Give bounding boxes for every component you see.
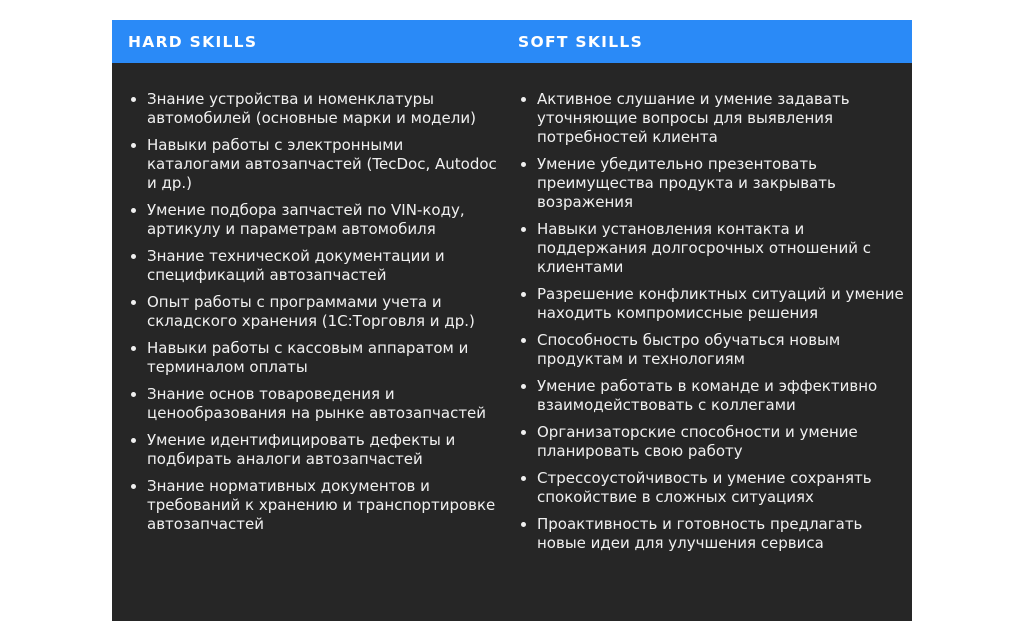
hard-skill-item [128,201,500,239]
hard-skill-item-text: Умение подбора запчастей по VIN-коду, артикулу и параметрам автомобиля [147,201,465,238]
hard-skill-item [128,477,500,534]
bullet-icon [131,254,136,259]
bullet-icon [131,300,136,305]
bullet-icon [521,338,526,343]
soft-skill-item-text: Разрешение конфликтных ситуаций и умение находить компромиссные решения [537,285,904,322]
hard-skill-item-text: Навыки работы с кассовым аппаратом и терминалом оплаты [147,339,469,376]
hard-skill-item-text: Знание устройства и номенклатуры автомобилей (основные марки и модели) [147,90,476,127]
skills-table [112,20,912,621]
bullet-icon [521,384,526,389]
soft-skill-item [518,220,906,277]
bullet-icon [131,438,136,443]
soft-skill-item [518,423,906,461]
soft-skill-item-text: Проактивность и готовность предлагать новые идеи для улучшения сервиса [537,515,863,552]
soft-skills-heading: SOFT SKILLS [518,33,644,51]
soft-skill-item [518,469,906,507]
hard-skill-item [128,247,500,285]
hard-skill-item-text: Опыт работы с программами учета и складского хранения (1С:Торговля и др.) [147,293,475,330]
bullet-icon [521,292,526,297]
hard-skill-item-text: Умение идентифицировать дефекты и подбирать аналоги автозапчастей [147,431,456,468]
bullet-icon [521,522,526,527]
bullet-icon [131,346,136,351]
table-header [112,20,912,63]
soft-skill-item [518,90,906,147]
hard-skill-item-text: Навыки работы с электронными каталогами автозапчастей (TecDoc, Autodoc и др.) [147,136,497,192]
hard-skills-heading: HARD SKILLS [128,33,258,51]
hard-skill-item-text: Знание основ товароведения и ценообразования на рынке автозапчастей [147,385,487,422]
bullet-icon [131,143,136,148]
soft-skill-item-text: Способность быстро обучаться новым продуктам и технологиям [537,331,841,368]
hard-skill-item-text: Знание нормативных документов и требований к хранению и транспортировке автозапчастей [147,477,496,533]
soft-skill-item [518,515,906,553]
bullet-icon [131,208,136,213]
bullet-icon [521,430,526,435]
hard-skill-item [128,339,500,377]
soft-skill-item-text: Навыки установления контакта и поддержания долгосрочных отношений с клиентами [537,220,871,276]
soft-skill-item-text: Активное слушание и умение задавать уточняющие вопросы для выявления потребностей клиента [537,90,850,146]
soft-skill-item-text: Умение убедительно презентовать преимущества продукта и закрывать возражения [537,155,836,211]
hard-skill-item [128,431,500,469]
hard-skill-item [128,385,500,423]
bullet-icon [131,97,136,102]
bullet-icon [521,162,526,167]
hard-skill-item [128,293,500,331]
soft-skill-item-text: Организаторские способности и умение планировать свою работу [537,423,858,460]
hard-skill-item-text: Знание технической документации и спецификаций автозапчастей [147,247,445,284]
soft-skill-item [518,285,906,323]
soft-skill-item [518,155,906,212]
bullet-icon [131,484,136,489]
bullet-icon [131,392,136,397]
bullet-icon [521,476,526,481]
hard-skill-item [128,136,500,193]
soft-skill-item-text: Стрессоустойчивость и умение сохранять спокойствие в сложных ситуациях [537,469,872,506]
soft-skill-item [518,377,906,415]
soft-skills-list [518,90,906,561]
hard-skill-item [128,90,500,128]
bullet-icon [521,227,526,232]
soft-skill-item [518,331,906,369]
bullet-icon [521,97,526,102]
soft-skill-item-text: Умение работать в команде и эффективно взаимодействовать с коллегами [537,377,878,414]
hard-skills-list [128,90,500,542]
